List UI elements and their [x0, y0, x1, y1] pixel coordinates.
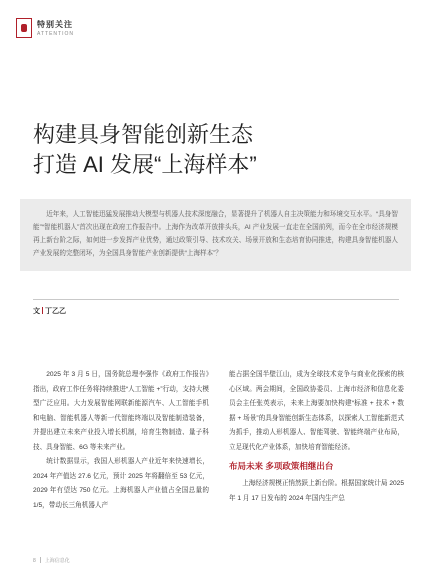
- title-line-2: 打造 AI 发展“上海样本”: [33, 152, 257, 177]
- title-line-1: 构建具身智能创新生态: [33, 122, 254, 147]
- page-number: 8: [33, 558, 36, 564]
- author-separator: [42, 307, 43, 314]
- body-column-right: [229, 368, 404, 506]
- paragraph: 2025 年 3 月 5 日，国务院总理李强作《政府工作报告》指出，政府工作任务将持续推进“人工智能 +”行动，支持大模型广泛应用。大力发展智能网联新能源汽车、人工智能手机和电脑、智能机器人等新一代智能终端以及智能制造装备，并提出建立未来产业投入增长机制，培育生物制造、量子科技、具身智能、6G 等未来产业。: [33, 371, 209, 451]
- body-column-left: [33, 368, 209, 513]
- paragraph: 上海经济规模正悄然跃上新台阶。根据国家统计局 2025 年 1 月 17 日发布的 2024 年国内生产总: [229, 480, 404, 502]
- paragraph: 能占据全国半壁江山，成为全球技术竞争与商业化探索的核心区域。两会期间，全国政协委员、上海市经济和信息化委员会主任张英表示，未来上海要加快构建“标准 + 技术 + 数据 + 场景”的具身智能创新生态体系，以探索人工智能新范式为抓手，推动人形机器人、智能驾驶、智能终端产业布局，立足现代化产业体系，加快培育智能经济。: [229, 371, 404, 451]
- divider: [33, 299, 399, 300]
- publication-name: 上海信息化: [44, 558, 70, 564]
- footer-separator: [40, 557, 41, 563]
- author-label: 文: [33, 308, 40, 315]
- section-category-en: ATTENTION: [37, 31, 74, 37]
- section-logo-icon: [16, 18, 32, 38]
- article-title: [33, 120, 257, 180]
- section-category: 特别关注: [37, 20, 73, 29]
- author-name: 丁乙乙: [45, 308, 66, 315]
- intro-box: [20, 199, 411, 271]
- author-line: [33, 306, 66, 316]
- paragraph: 统计数据显示，我国人形机器人产业近年来快速增长，2024 年产值达 27.6 亿元，预计 2025 年将翻倍至 53 亿元，2029 年有望达 750 亿元。上海机器人产业值占全国总量的 1/5，带动长三角机器人产: [33, 458, 209, 509]
- intro-text: 近年来，人工智能迅猛发展推动大模型与机器人技术深度融合，显著提升了机器人自主决策能力和环境交互水平。“具身智能”“智能机器人”首次出现在政府工作报告中。上海作为改革开放排头兵，AI 产业发展一直走在全国前列，而今在全市经济规模再上新台阶之际，如何进一步发挥产业优势，通过政策引导、技术攻关、场景开放和生态培育协同推进，构建具身智能机器人产业发展的完整闭环，为全国具身智能产业创新提供“上海样本”？: [33, 211, 398, 257]
- page-footer: [33, 557, 70, 564]
- section-heading: 布局未来 多项政策相继出台: [229, 461, 334, 471]
